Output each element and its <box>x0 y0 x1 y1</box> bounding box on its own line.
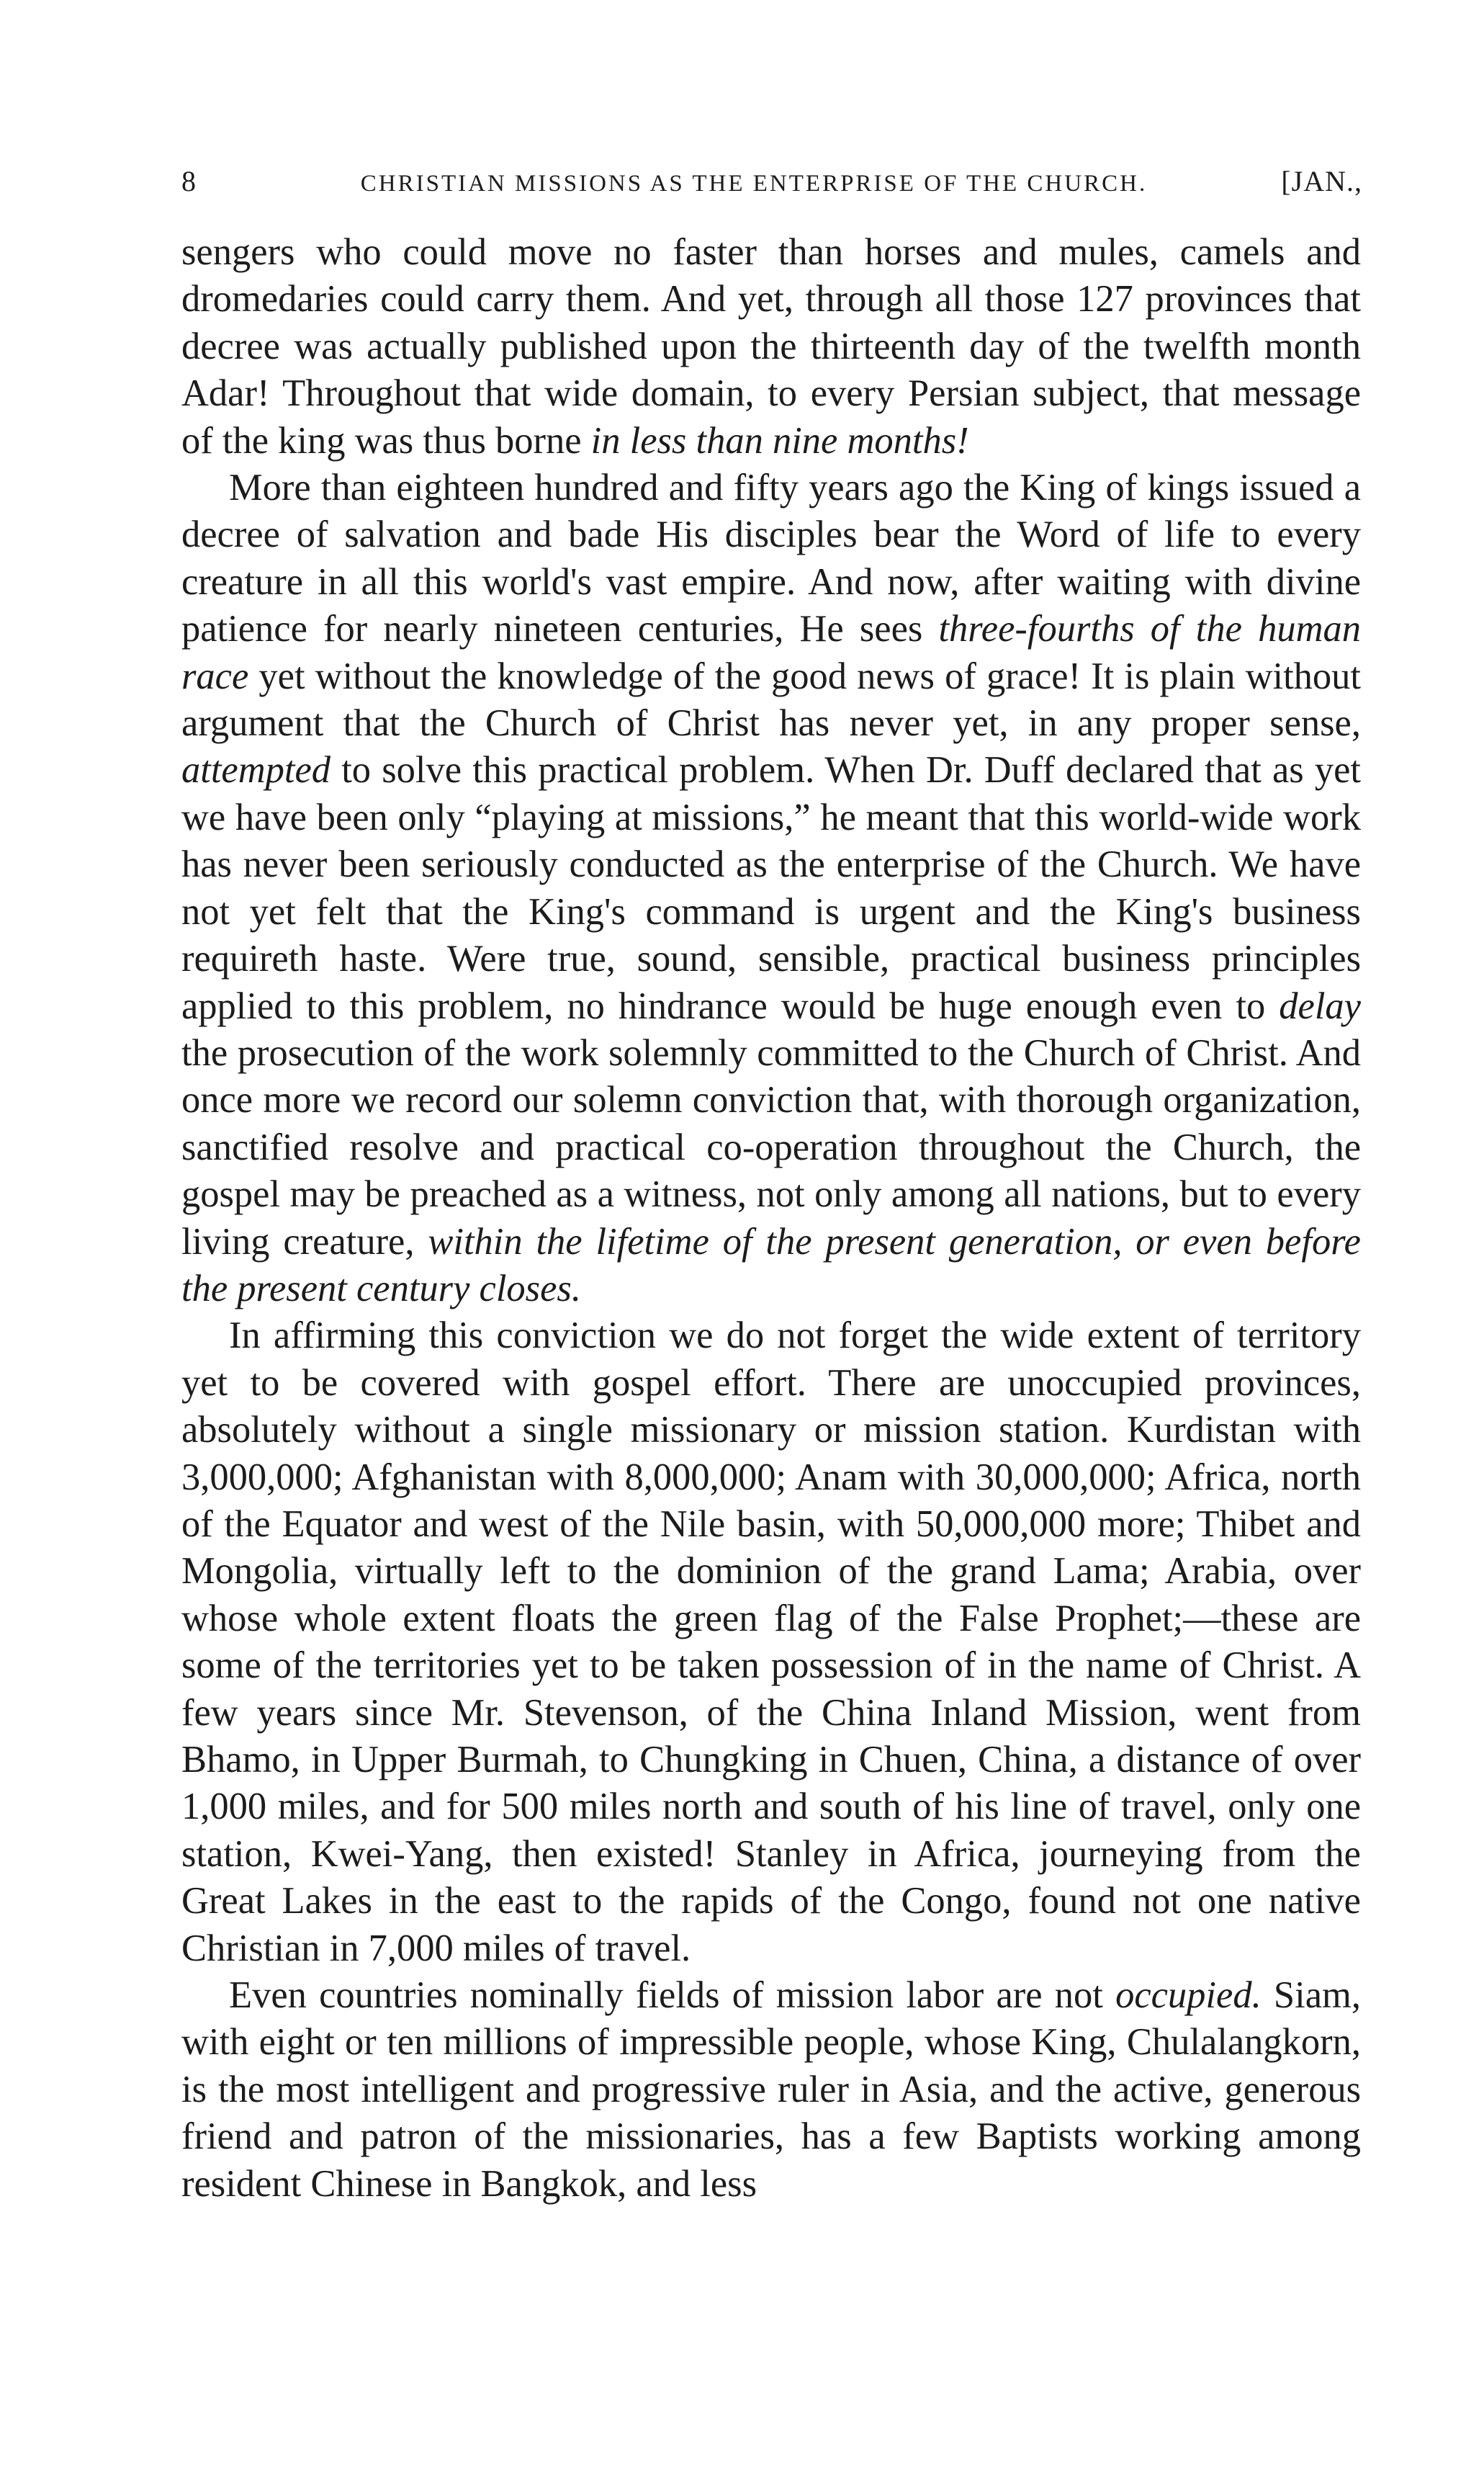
paragraph-1-text: sengers who could move no faster than horses and mules, camels and dromedaries could carry them. And yet, through all those 127 provinces that decree was actually published upon the thirteenth day of the twelfth month Adar! Throughout that wide domain, to every Persian subject, that message of the king was thus borne <box>181 231 1361 462</box>
paragraph-2-text-e: to solve this practical problem. When Dr. Duff declared that as yet we have been only “playing at missions,” he meant that this world-wide work has never been seriously conducted as the enterprise of the Church. We have not yet felt that the King's command is urgent and the King's business requireth haste. Were true, sound, sensible, practical business principles applied to this problem, no hindrance would be huge enough even to <box>181 749 1361 1027</box>
page-number: 8 <box>181 165 197 197</box>
paragraph-2 <box>181 465 1361 1312</box>
paragraph-2-italic-d: attempted <box>181 749 331 792</box>
body-text <box>181 229 1361 2208</box>
paragraph-4-italic-b: occupied. <box>1115 1974 1262 2017</box>
running-date: [JAN., <box>1281 165 1362 197</box>
paragraph-2-text-a: More than eighteen hundred and fifty years ago the King of kings issued a decree of salvation and bade His disciples bear the Word of life to every creature in all this world's vast empire. And now, after waiting with divine patience for nearly nineteen centuries, He sees <box>181 467 1361 650</box>
paragraph-1 <box>181 229 1361 465</box>
paragraph-4 <box>181 1972 1361 2208</box>
paragraph-2-text-g: the prosecution of the work solemnly committed to the Church of Christ. And once more we record our solemn conviction that, with thorough organization, sanctified resolve and practical co-operation throughout the Church, the gospel may be preached as a witness, not only among all nations, but to every living creature, <box>181 1031 1361 1263</box>
running-header <box>181 164 1362 215</box>
paragraph-4-text-c: Siam, with eight or ten millions of impressible people, whose King, Chulalangkorn, is the most intelligent and progressive ruler in Asia, and the active, generous friend and patron of the missionaries, has a few Baptists working among resident Chinese in Bangkok, and less <box>181 1974 1361 2205</box>
paragraph-1-italic: in less than nine months! <box>590 419 969 462</box>
paragraph-3-text: In affirming this conviction we do not forget the wide extent of territory yet to be covered with gospel effort. There are unoccupied provinces, absolutely without a single missionary or mission station. Kurdistan with 3,000,000; Afghanistan with 8,000,000; Anam with 30,000,000; Africa, north of the Equator and west of the Nile basin, with 50,000,000 more; Thibet and Mongolia, virtually left to the dominion of the grand Lama; Arabia, over whose whole extent floats the green flag of the False Prophet;—these are some of the territories yet to be taken possession of in the name of Christ. A few years since Mr. Stevenson, of the China Inland Mission, went from Bhamo, in Upper Burmah, to Chungking in Chuen, China, a distance of over 1,000 miles, and for 500 miles north and south of his line of travel, only one station, Kwei-Yang, then existed! Stanley in Africa, journeying from the Great Lakes in the east to the rapids of the Congo, found not one native Christian in 7,000 miles of travel. <box>181 1315 1361 1969</box>
paragraph-3 <box>181 1312 1361 1972</box>
running-title: CHRISTIAN MISSIONS AS THE ENTERPRISE OF THE CHURCH. <box>360 171 1148 197</box>
paragraph-2-text-c: yet without the knowledge of the good news of grace! It is plain without argument that the Church of Christ has never yet, in any proper sense, <box>181 655 1361 745</box>
paragraph-4-text-a: Even countries nominally fields of mission labor are not <box>229 1974 1116 2017</box>
paragraph-2-italic-b: three-fourths of the human race <box>181 608 1362 697</box>
paragraph-2-italic-f: delay <box>1279 985 1361 1027</box>
paragraph-2-italic-h: within the lifetime of the present generation, or even before the present century closes. <box>181 1220 1361 1309</box>
